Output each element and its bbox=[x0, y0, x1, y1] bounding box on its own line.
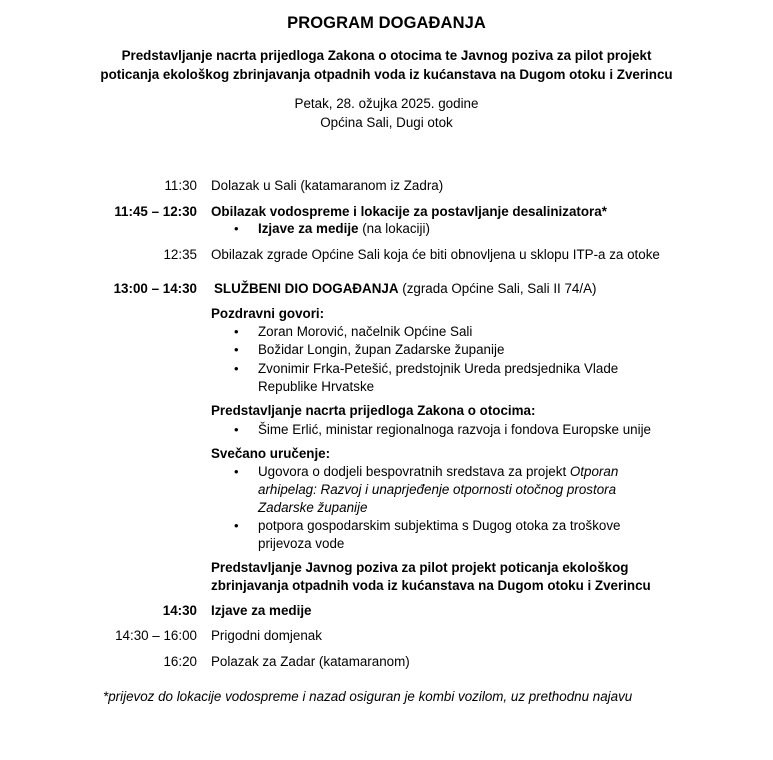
project-name-continuation: Zadarske županije bbox=[258, 500, 368, 515]
schedule-time: 13:00 – 14:30 bbox=[113, 281, 197, 296]
bullet-icon: • bbox=[234, 422, 239, 437]
schedule-item: Dolazak u Sali (katamaranom iz Zadra) bbox=[211, 178, 444, 193]
footnote: *prijevoz do lokacije vodospreme i nazad osiguran je kombi vozilom, uz prethodnu najavu bbox=[103, 689, 633, 704]
project-name: Otporan bbox=[569, 464, 619, 479]
bullet-item: Božidar Longin, župan Zadarske županije bbox=[258, 342, 505, 357]
section-heading: Pozdravni govori: bbox=[211, 306, 325, 321]
event-date: Petak, 28. ožujka 2025. godine bbox=[294, 96, 479, 111]
section-heading-continuation: zbrinjavanja otpadnih voda iz kućanstava na Dugom otoku i Zverincu bbox=[211, 578, 651, 593]
page-title: PROGRAM DOGAĐANJA bbox=[287, 14, 486, 32]
schedule-time: 12:35 bbox=[163, 247, 197, 262]
subtitle-line-2: poticanja ekološkog zbrinjavanja otpadnih voda iz kućanstava na Dugom otoku i Zverincu bbox=[100, 67, 673, 82]
schedule-time: 11:30 bbox=[164, 178, 197, 193]
bullet-item-continuation: prijevoza vode bbox=[258, 536, 345, 551]
section-heading: Predstavljanje nacrta prijedloga Zakona o otocima: bbox=[211, 403, 536, 418]
bullet-icon: • bbox=[234, 342, 239, 357]
project-name-continuation: arhipelag: Razvoj i unaprjeđenje otpornosti otočnog prostora bbox=[258, 482, 617, 497]
schedule-time: 14:30 bbox=[162, 603, 197, 618]
schedule-time: 14:30 – 16:00 bbox=[115, 628, 197, 643]
bullet-item: Zvonimir Frka-Petešić, predstojnik Ureda predsjednika Vlade bbox=[258, 361, 619, 376]
bullet-item: Šime Erlić, ministar regionalnoga razvoja i fondova Europske unije bbox=[258, 422, 651, 437]
schedule-item: Izjave za medije bbox=[211, 603, 312, 618]
schedule-item: Obilazak vodospreme i lokacije za postavljanje desalinizatora* bbox=[211, 204, 607, 219]
official-part-heading: SLUŽBENI DIO DOGAĐANJA bbox=[214, 281, 399, 296]
bullet-rest-text: (na lokaciji) bbox=[358, 221, 430, 236]
schedule-time: 11:45 – 12:30 bbox=[114, 204, 197, 219]
schedule-item bbox=[214, 281, 597, 296]
bullet-icon: • bbox=[234, 361, 239, 376]
schedule-item: Polazak za Zadar (katamaranom) bbox=[211, 654, 410, 669]
official-part-location: (zgrada Općine Sali, Sali II 74/A) bbox=[398, 281, 597, 296]
bullet-icon: • bbox=[234, 518, 239, 533]
bullet-icon: • bbox=[234, 324, 239, 339]
bullet-icon: • bbox=[234, 221, 239, 236]
bullet-item bbox=[258, 221, 430, 236]
bullet-bold-text: Izjave za medije bbox=[258, 221, 359, 236]
bullet-icon: • bbox=[234, 464, 239, 479]
subtitle-line-1: Predstavljanje nacrta prijedloga Zakona o otocima te Javnog poziva za pilot projekt bbox=[121, 48, 652, 63]
bullet-item bbox=[258, 464, 618, 479]
award-text: Ugovora o dodjeli bespovratnih sredstava za projekt bbox=[258, 464, 570, 479]
section-heading: Predstavljanje Javnog poziva za pilot projekt poticanja ekološkog bbox=[211, 560, 629, 575]
bullet-item: potpora gospodarskim subjektima s Dugog otoka za troškove bbox=[258, 518, 621, 533]
section-heading: Svečano uručenje: bbox=[211, 446, 331, 461]
schedule-time: 16:20 bbox=[163, 654, 197, 669]
bullet-item-continuation: Republike Hrvatske bbox=[258, 379, 375, 394]
event-location: Općina Sali, Dugi otok bbox=[320, 115, 453, 130]
schedule-item: Prigodni domjenak bbox=[211, 628, 322, 643]
bullet-item: Zoran Morović, načelnik Općine Sali bbox=[258, 324, 473, 339]
schedule-item: Obilazak zgrade Općine Sali koja će biti obnovljena u sklopu ITP-a za otoke bbox=[211, 247, 660, 262]
